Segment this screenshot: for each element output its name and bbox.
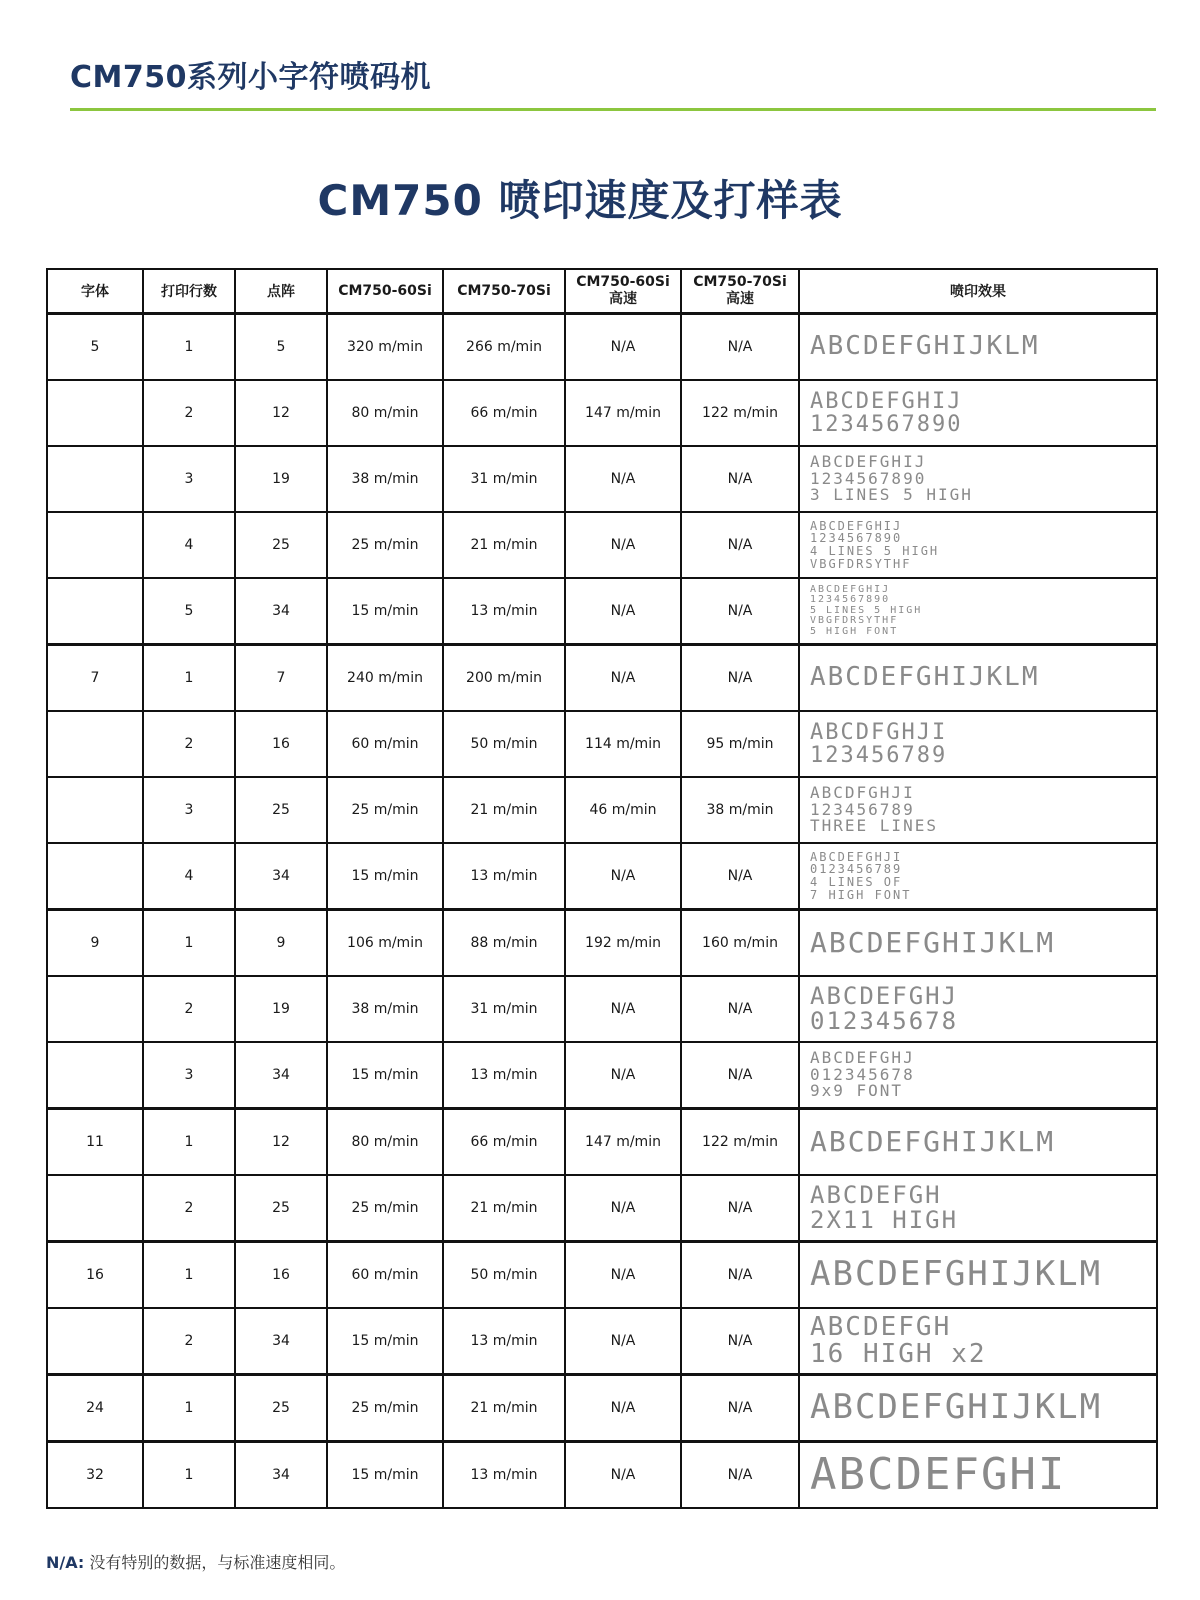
cell-70si-high: N/A [681, 314, 799, 381]
cell-70si-high: 38 m/min [681, 777, 799, 843]
cell-70si-high: N/A [681, 446, 799, 512]
cell-lines: 1 [143, 1109, 235, 1176]
cell-70si-high: 122 m/min [681, 1109, 799, 1176]
table-row [47, 1442, 1157, 1509]
cell-print-sample [799, 446, 1157, 512]
print-sample-line: 0123456789 [810, 862, 903, 877]
print-sample-line: 5 HIGH FONT [810, 625, 899, 637]
cell-70si: 31 m/min [443, 446, 565, 512]
cell-dots: 9 [235, 910, 327, 977]
print-sample-line: 1234567890 [810, 594, 891, 606]
print-sample-line: ABCDEFGHJ [810, 1047, 915, 1067]
print-sample-line: 012345678 [810, 1064, 915, 1084]
print-sample-line: 2X11 HIGH [810, 1206, 959, 1234]
cell-70si: 50 m/min [443, 711, 565, 777]
cell-60si: 320 m/min [327, 314, 443, 381]
cell-dots: 16 [235, 711, 327, 777]
cell-dots: 25 [235, 1175, 327, 1242]
col-header-70si: CM750-70Si [443, 269, 565, 314]
cell-font: 32 [47, 1442, 143, 1509]
cell-60si: 15 m/min [327, 1308, 443, 1375]
cell-60si: 106 m/min [327, 910, 443, 977]
print-sample-line: 4 LINES 5 HIGH [810, 544, 940, 558]
cell-dots: 34 [235, 843, 327, 910]
cell-60si: 60 m/min [327, 1242, 443, 1309]
print-sample-line: ABCDEFGHIJKLM [810, 1387, 1103, 1428]
cell-font [47, 1308, 143, 1375]
cell-dots: 34 [235, 578, 327, 645]
cell-lines: 2 [143, 1308, 235, 1375]
col-header-dots: 点阵 [235, 269, 327, 314]
cell-70si: 21 m/min [443, 777, 565, 843]
cell-60si: 15 m/min [327, 1442, 443, 1509]
cell-lines: 1 [143, 1375, 235, 1442]
print-sample-line: 123456789 [810, 743, 948, 768]
cell-60si-high: N/A [565, 1175, 681, 1242]
cell-lines: 2 [143, 1175, 235, 1242]
print-sample-line: ABCDEFGHIJ [810, 388, 963, 414]
print-sample-line: ABCDEFGHIJKLM [810, 331, 1040, 362]
cell-font [47, 1175, 143, 1242]
series-title: CM750系列小字符喷码机 [70, 60, 431, 95]
cell-lines: 4 [143, 843, 235, 910]
cell-60si: 15 m/min [327, 1042, 443, 1109]
print-sample-line: ABCDEFGH [810, 1180, 942, 1209]
cell-70si: 31 m/min [443, 976, 565, 1042]
cell-70si: 66 m/min [443, 1109, 565, 1176]
cell-60si-high: N/A [565, 976, 681, 1042]
col-header-font: 字体 [47, 269, 143, 314]
table-row [47, 380, 1157, 446]
print-sample-line: ABCDEFGHJI [810, 849, 903, 864]
cell-60si-high: N/A [565, 314, 681, 381]
cell-print-sample [799, 910, 1157, 977]
table-row [47, 976, 1157, 1042]
cell-lines: 5 [143, 578, 235, 645]
print-sample-line: 9x9 FONT [810, 1081, 904, 1101]
cell-font: 9 [47, 910, 143, 977]
table-row [47, 314, 1157, 381]
cell-dots: 19 [235, 976, 327, 1042]
cell-60si-high: 114 m/min [565, 711, 681, 777]
cell-print-sample [799, 1375, 1157, 1442]
print-sample-line: ABCDFGHJI [810, 782, 915, 802]
cell-lines: 4 [143, 512, 235, 578]
cell-dots: 12 [235, 380, 327, 446]
cell-font [47, 976, 143, 1042]
cell-60si-high: N/A [565, 1308, 681, 1375]
print-sample-line: THREE LINES [810, 816, 938, 836]
cell-70si: 21 m/min [443, 512, 565, 578]
cell-60si-high: 46 m/min [565, 777, 681, 843]
cell-lines: 2 [143, 380, 235, 446]
cell-print-sample [799, 1175, 1157, 1242]
cell-60si-high: N/A [565, 1242, 681, 1309]
print-sample-line: ABCDEFGHJ [810, 981, 959, 1010]
cell-font: 16 [47, 1242, 143, 1309]
cell-print-sample [799, 645, 1157, 712]
footnote [46, 1550, 345, 1573]
cell-70si: 50 m/min [443, 1242, 565, 1309]
cell-70si: 21 m/min [443, 1175, 565, 1242]
cell-70si-high: N/A [681, 1375, 799, 1442]
print-sample-line: 5 LINES 5 HIGH [810, 604, 923, 616]
col-header-70si-high: CM750-70Si 高速 [681, 269, 799, 314]
cell-60si: 25 m/min [327, 512, 443, 578]
cell-60si: 38 m/min [327, 976, 443, 1042]
table-row [47, 1175, 1157, 1242]
table-row [47, 1242, 1157, 1309]
cell-lines: 2 [143, 711, 235, 777]
cell-60si: 15 m/min [327, 578, 443, 645]
cell-font [47, 446, 143, 512]
cell-70si-high: N/A [681, 843, 799, 910]
cell-font: 5 [47, 314, 143, 381]
cell-70si-high: N/A [681, 1242, 799, 1309]
print-sample-line: ABCDFGHJI [810, 719, 948, 745]
cell-60si: 80 m/min [327, 380, 443, 446]
cell-lines: 1 [143, 1242, 235, 1309]
cell-dots: 34 [235, 1442, 327, 1509]
cell-font [47, 843, 143, 910]
cell-60si-high: N/A [565, 1042, 681, 1109]
cell-font: 7 [47, 645, 143, 712]
cell-60si: 15 m/min [327, 843, 443, 910]
table-header-row [47, 269, 1157, 314]
cell-font: 24 [47, 1375, 143, 1442]
cell-60si-high: 192 m/min [565, 910, 681, 977]
print-sample-line: ABCDEFGHI [810, 1448, 1067, 1500]
cell-60si-high: N/A [565, 512, 681, 578]
cell-print-sample [799, 1308, 1157, 1375]
cell-lines: 3 [143, 777, 235, 843]
cell-70si-high: 160 m/min [681, 910, 799, 977]
cell-dots: 7 [235, 645, 327, 712]
cell-dots: 25 [235, 512, 327, 578]
cell-print-sample [799, 512, 1157, 578]
table-row [47, 910, 1157, 977]
cell-70si: 21 m/min [443, 1375, 565, 1442]
print-sample-line: 1234567890 [810, 412, 963, 437]
speed-sample-table [46, 268, 1158, 1509]
cell-70si-high: N/A [681, 976, 799, 1042]
print-sample-line: 012345678 [810, 1007, 959, 1035]
cell-font [47, 711, 143, 777]
print-sample-line: VBGFDRSYTHF [810, 556, 912, 571]
cell-60si: 25 m/min [327, 1375, 443, 1442]
cell-60si: 60 m/min [327, 711, 443, 777]
cell-70si-high: N/A [681, 1175, 799, 1242]
col-header-sample: 喷印效果 [799, 269, 1157, 314]
cell-print-sample [799, 777, 1157, 843]
cell-60si-high: N/A [565, 578, 681, 645]
col-header-60si-high: CM750-60Si 高速 [565, 269, 681, 314]
cell-font [47, 578, 143, 645]
header-divider [70, 108, 1156, 111]
cell-60si: 25 m/min [327, 1175, 443, 1242]
page-title: CM750 喷印速度及打样表 [317, 176, 843, 225]
print-sample-line: ABCDEFGHIJKLM [810, 1125, 1056, 1159]
print-sample-line: 4 LINES OF [810, 875, 903, 889]
print-sample-line: 3 LINES 5 HIGH [810, 485, 973, 505]
cell-60si-high: N/A [565, 446, 681, 512]
print-sample-line: 16 HIGH x2 [810, 1339, 987, 1369]
print-sample-line: VBGFDRSYTHF [810, 615, 899, 627]
print-sample-line: ABCDEFGHIJKLM [810, 662, 1040, 693]
cell-60si-high: N/A [565, 1442, 681, 1509]
cell-60si-high: N/A [565, 843, 681, 910]
cell-dots: 5 [235, 314, 327, 381]
cell-print-sample [799, 711, 1157, 777]
cell-dots: 34 [235, 1308, 327, 1375]
cell-dots: 16 [235, 1242, 327, 1309]
table-row [47, 645, 1157, 712]
cell-70si: 13 m/min [443, 843, 565, 910]
cell-60si: 25 m/min [327, 777, 443, 843]
cell-70si-high: 95 m/min [681, 711, 799, 777]
footnote-label: N/A: [46, 1553, 85, 1572]
cell-dots: 19 [235, 446, 327, 512]
cell-font [47, 777, 143, 843]
cell-70si: 13 m/min [443, 1308, 565, 1375]
print-sample-line: ABCDEFGHIJKLM [810, 926, 1056, 960]
cell-60si-high: N/A [565, 1375, 681, 1442]
cell-70si-high: N/A [681, 1042, 799, 1109]
table-row [47, 446, 1157, 512]
table-row [47, 1308, 1157, 1375]
table-row [47, 1042, 1157, 1109]
print-sample-line: ABCDEFGHIJKLM [810, 1254, 1103, 1295]
cell-font [47, 512, 143, 578]
cell-70si-high: N/A [681, 512, 799, 578]
footnote-text: 没有特别的数据，与标准速度相同。 [89, 1553, 346, 1572]
cell-font [47, 1042, 143, 1109]
cell-dots: 25 [235, 1375, 327, 1442]
cell-print-sample [799, 314, 1157, 381]
cell-70si-high: N/A [681, 1308, 799, 1375]
print-sample-line: 1234567890 [810, 468, 927, 488]
cell-print-sample [799, 578, 1157, 645]
cell-70si: 66 m/min [443, 380, 565, 446]
table-row [47, 512, 1157, 578]
print-sample-line: ABCDEFGH [810, 1311, 952, 1342]
cell-lines: 2 [143, 976, 235, 1042]
table-row [47, 1109, 1157, 1176]
print-sample-line: ABCDEFGHIJ [810, 583, 891, 595]
table-row [47, 578, 1157, 645]
cell-70si: 88 m/min [443, 910, 565, 977]
cell-70si: 13 m/min [443, 578, 565, 645]
cell-60si-high: 147 m/min [565, 380, 681, 446]
cell-print-sample [799, 1042, 1157, 1109]
print-sample-line: ABCDEFGHIJ [810, 451, 927, 471]
cell-print-sample [799, 1442, 1157, 1509]
cell-60si: 38 m/min [327, 446, 443, 512]
cell-font [47, 380, 143, 446]
print-sample-line: 123456789 [810, 799, 915, 819]
cell-lines: 1 [143, 314, 235, 381]
print-sample-line: ABCDEFGHIJ [810, 518, 903, 533]
cell-70si-high: 122 m/min [681, 380, 799, 446]
table-row [47, 777, 1157, 843]
cell-70si: 13 m/min [443, 1042, 565, 1109]
cell-70si-high: N/A [681, 645, 799, 712]
cell-lines: 1 [143, 645, 235, 712]
print-sample-line: 1234567890 [810, 531, 903, 546]
cell-70si: 13 m/min [443, 1442, 565, 1509]
cell-print-sample [799, 1242, 1157, 1309]
cell-70si: 200 m/min [443, 645, 565, 712]
table-row [47, 843, 1157, 910]
cell-print-sample [799, 843, 1157, 910]
cell-print-sample [799, 1109, 1157, 1176]
cell-60si-high: 147 m/min [565, 1109, 681, 1176]
cell-dots: 12 [235, 1109, 327, 1176]
col-header-lines: 打印行数 [143, 269, 235, 314]
cell-print-sample [799, 380, 1157, 446]
table-row [47, 1375, 1157, 1442]
cell-dots: 34 [235, 1042, 327, 1109]
print-sample-line: 7 HIGH FONT [810, 887, 912, 902]
cell-lines: 1 [143, 910, 235, 977]
cell-dots: 25 [235, 777, 327, 843]
cell-lines: 3 [143, 446, 235, 512]
cell-70si: 266 m/min [443, 314, 565, 381]
cell-60si: 240 m/min [327, 645, 443, 712]
cell-lines: 3 [143, 1042, 235, 1109]
col-header-60si: CM750-60Si [327, 269, 443, 314]
cell-70si-high: N/A [681, 578, 799, 645]
cell-print-sample [799, 976, 1157, 1042]
cell-70si-high: N/A [681, 1442, 799, 1509]
table-body [47, 314, 1157, 1509]
cell-font: 11 [47, 1109, 143, 1176]
cell-60si-high: N/A [565, 645, 681, 712]
cell-lines: 1 [143, 1442, 235, 1509]
cell-60si: 80 m/min [327, 1109, 443, 1176]
table-row [47, 711, 1157, 777]
